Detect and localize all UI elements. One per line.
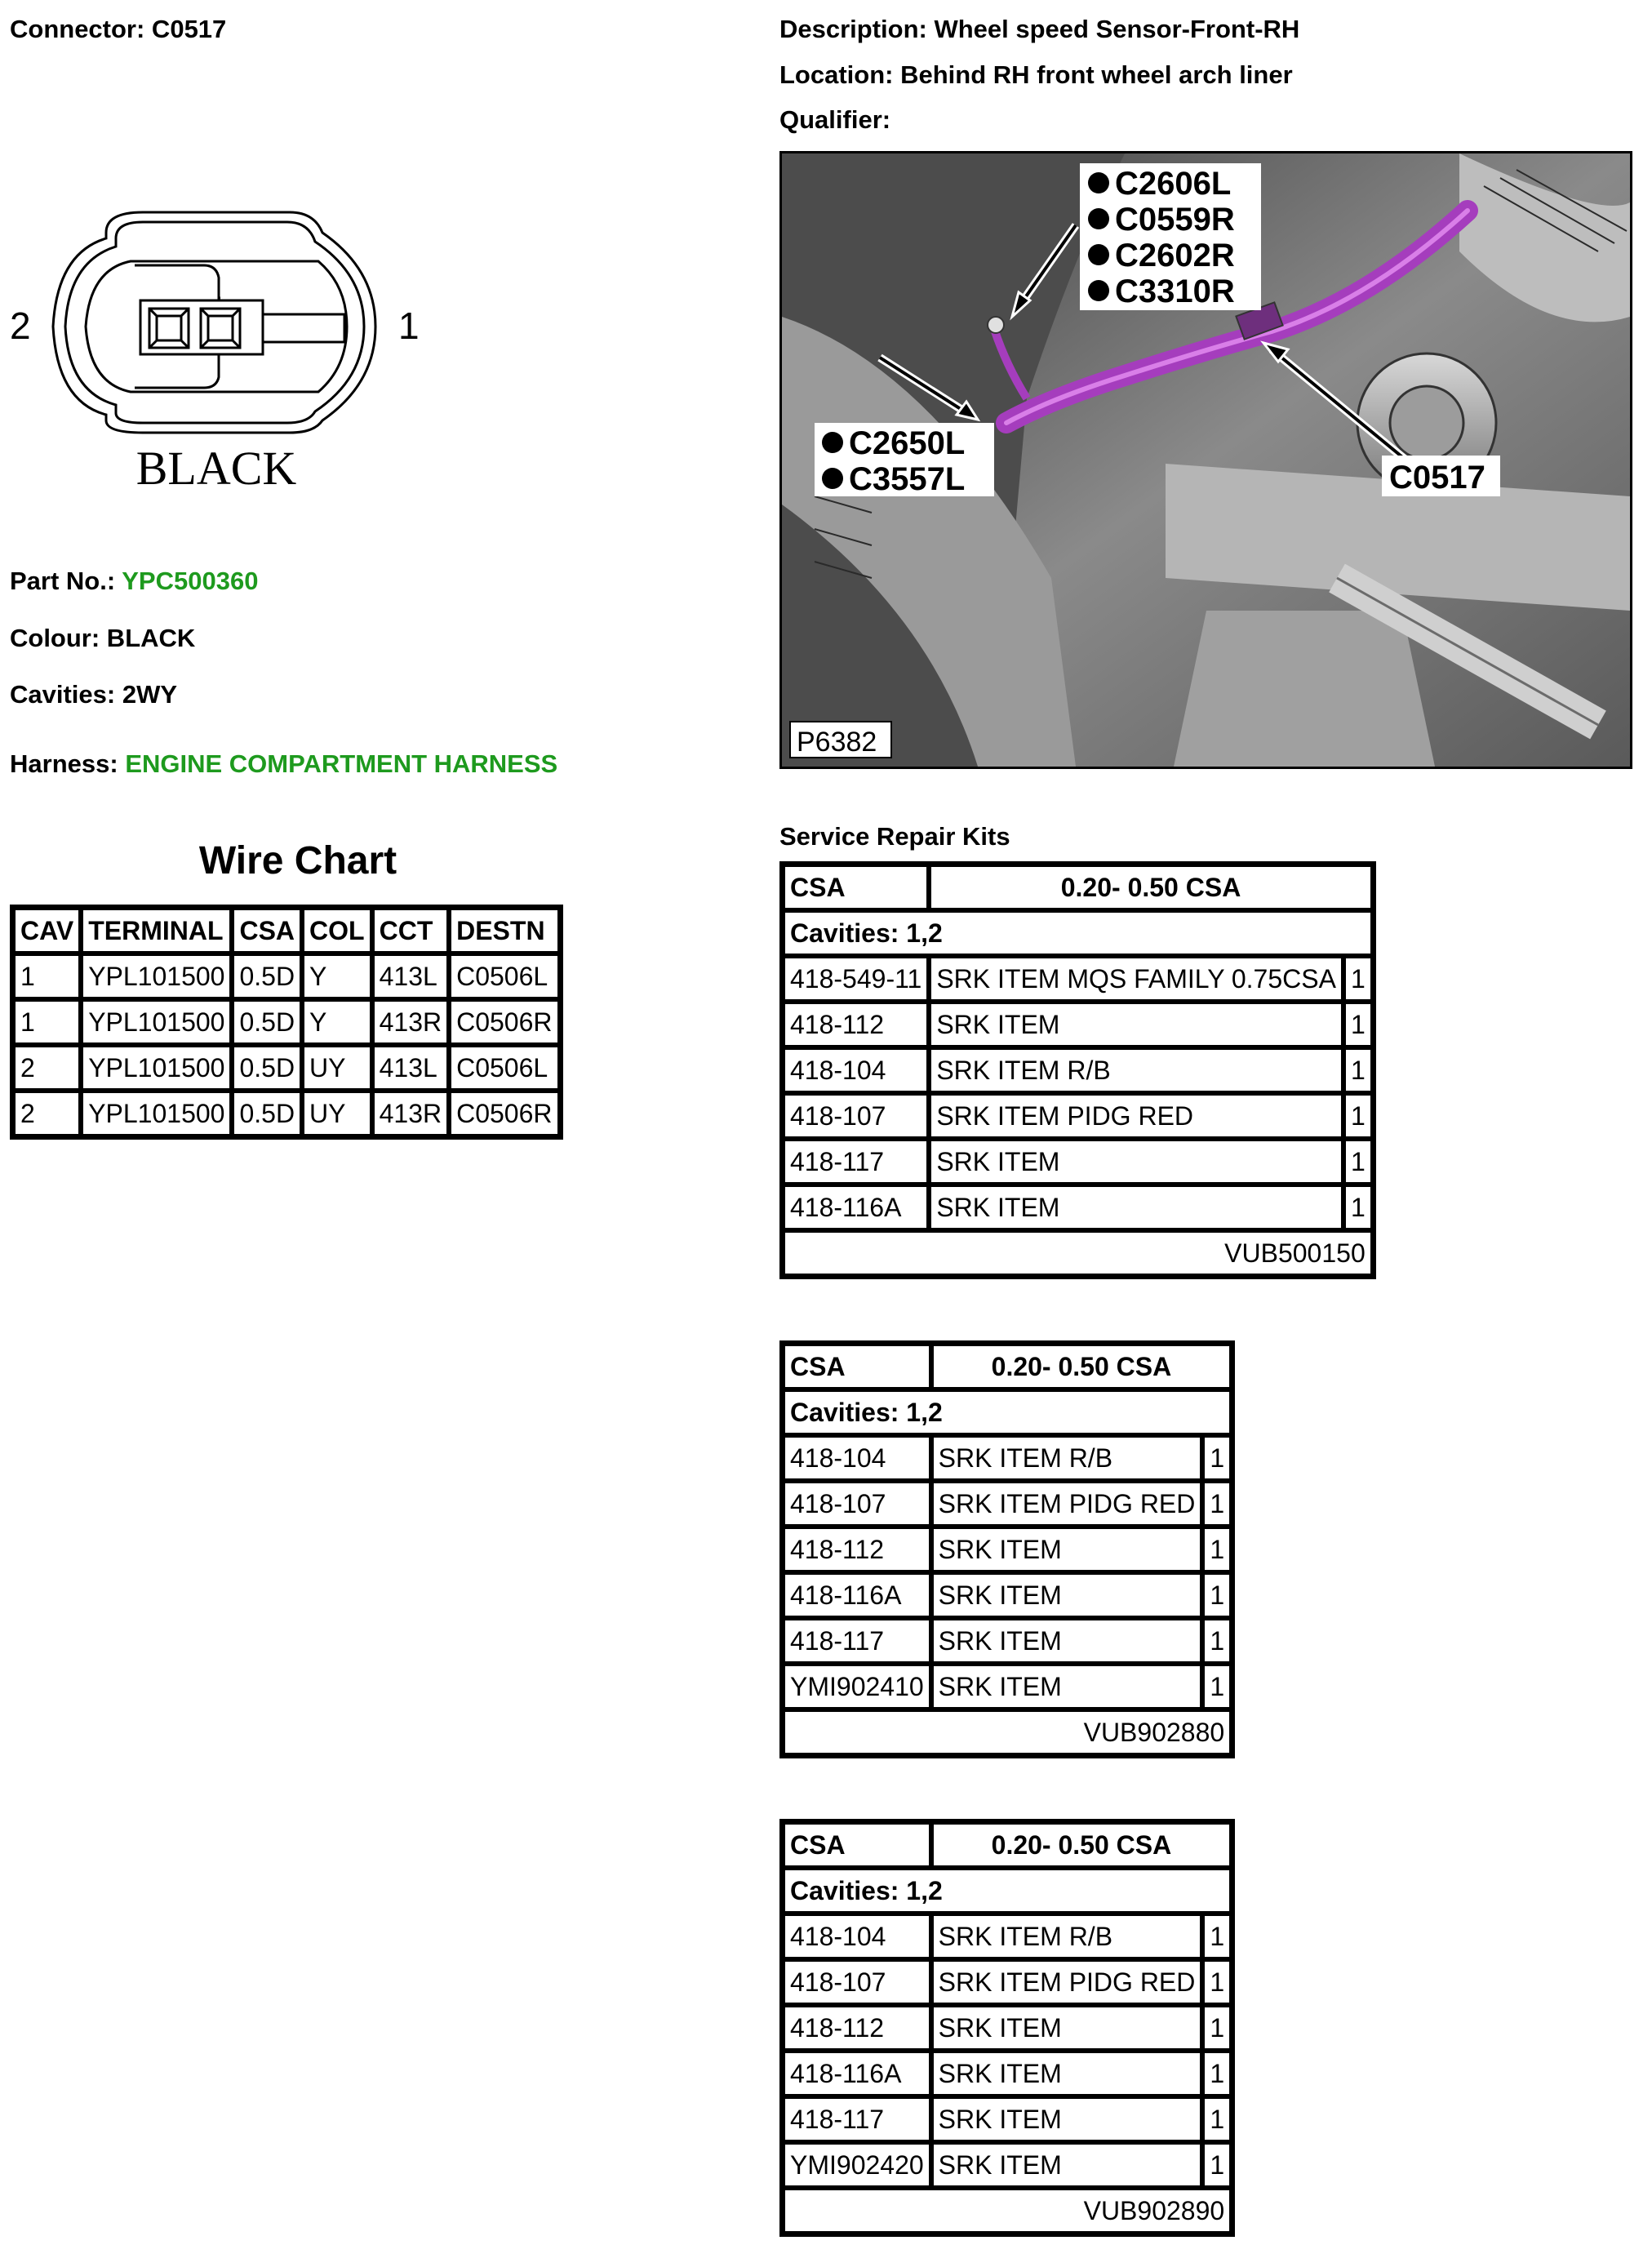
kit-qty: 1	[1202, 1664, 1232, 1709]
cell-col: Y	[302, 954, 372, 999]
part-number-label: Part No.:	[10, 567, 116, 595]
kit-number: VUB902880	[783, 1709, 1232, 1755]
table-row	[13, 1045, 560, 1091]
kit-part: 418-104	[783, 1435, 931, 1481]
wire-chart-table	[10, 905, 563, 1140]
table-row	[783, 1139, 1373, 1185]
cell-csa: 0.5D	[232, 1045, 302, 1091]
cell-csa: 0.5D	[232, 999, 302, 1045]
kit-desc: SRK ITEM	[931, 1527, 1203, 1572]
kit-qty: 1	[1343, 956, 1373, 1002]
callout-c0517: C0517	[1389, 460, 1485, 496]
kit-qty: 1	[1202, 1959, 1232, 2005]
cell-cav: 1	[13, 999, 81, 1045]
kit-part: 418-112	[783, 2005, 931, 2051]
cell-terminal: YPL101500	[81, 1091, 232, 1136]
kit-desc: SRK ITEM R/B	[931, 1435, 1203, 1481]
kit-csa-value: 0.20- 0.50 CSA	[931, 1344, 1232, 1389]
cell-csa: 0.5D	[232, 954, 302, 999]
kit-part: 418-549-11	[783, 956, 929, 1002]
kit-qty: 1	[1343, 1139, 1373, 1185]
kit-qty: 1	[1343, 1002, 1373, 1047]
kit-csa-label: CSA	[783, 1344, 931, 1389]
service-repair-kit-1	[779, 861, 1376, 1279]
kit-desc: SRK ITEM PIDG RED	[929, 1093, 1343, 1139]
harness-link[interactable]: ENGINE COMPARTMENT HARNESS	[125, 749, 558, 778]
kit-qty: 1	[1343, 1185, 1373, 1230]
kit-qty: 1	[1202, 1914, 1232, 1959]
kit-csa-value: 0.20- 0.50 CSA	[929, 865, 1372, 910]
cell-destn: C0506R	[449, 999, 559, 1045]
kit-part: 418-112	[783, 1002, 929, 1047]
kit-qty: 1	[1202, 2005, 1232, 2051]
table-row	[783, 956, 1373, 1002]
service-repair-kit-3	[779, 1819, 1235, 2237]
wire-chart-header-row	[13, 908, 560, 954]
header-destn: DESTN	[449, 908, 559, 954]
cell-cav: 2	[13, 1091, 81, 1136]
harness	[10, 749, 557, 780]
description: Description: Wheel speed Sensor-Front-RH	[779, 15, 1300, 43]
cell-terminal: YPL101500	[81, 1045, 232, 1091]
kit-cavities: Cavities: 1,2	[783, 1389, 1232, 1435]
table-row	[783, 1435, 1232, 1481]
kit-part: 418-117	[783, 1618, 931, 1664]
table-row	[13, 954, 560, 999]
cell-cct: 413L	[372, 1045, 450, 1091]
kit-part: 418-107	[783, 1481, 931, 1527]
header-terminal: TERMINAL	[81, 908, 232, 954]
kit-qty: 1	[1202, 2142, 1232, 2188]
kit-desc: SRK ITEM MQS FAMILY 0.75CSA	[929, 956, 1343, 1002]
part-number	[10, 566, 258, 597]
kit-desc: SRK ITEM R/B	[929, 1047, 1343, 1093]
kit-desc: SRK ITEM PIDG RED	[931, 1481, 1203, 1527]
kit-qty: 1	[1202, 2051, 1232, 2096]
pin-label-1: 1	[398, 305, 420, 347]
connector-title: Connector: C0517	[10, 15, 227, 43]
cell-col: Y	[302, 999, 372, 1045]
table-row	[783, 1572, 1232, 1618]
location-photo	[779, 151, 1632, 769]
kit-desc: SRK ITEM	[929, 1139, 1343, 1185]
kit-qty: 1	[1202, 1481, 1232, 1527]
table-row	[783, 2142, 1232, 2188]
kit-qty: 1	[1343, 1047, 1373, 1093]
kit-part: 418-117	[783, 1139, 929, 1185]
table-row	[783, 1527, 1232, 1572]
connector-colour-label: BLACK	[135, 442, 297, 495]
wire-chart-title: Wire Chart	[198, 839, 397, 882]
cell-destn: C0506L	[449, 954, 559, 999]
kit-cavities: Cavities: 1,2	[783, 910, 1373, 956]
table-row	[13, 1091, 560, 1136]
kit-csa-value: 0.20- 0.50 CSA	[931, 1822, 1232, 1868]
kit-part: 418-112	[783, 1527, 931, 1572]
kit-desc: SRK ITEM	[931, 1618, 1203, 1664]
kit-number: VUB500150	[783, 1230, 1373, 1276]
table-row	[783, 1664, 1232, 1709]
kit-qty: 1	[1343, 1093, 1373, 1139]
cell-col: UY	[302, 1091, 372, 1136]
table-row	[783, 1047, 1373, 1093]
kit-part: 418-104	[783, 1047, 929, 1093]
kit-part: 418-107	[783, 1093, 929, 1139]
harness-label: Harness:	[10, 749, 118, 778]
header-csa: CSA	[232, 908, 302, 954]
kit-qty: 1	[1202, 1527, 1232, 1572]
location: Location: Behind RH front wheel arch liner	[779, 60, 1293, 89]
cavities: Cavities: 2WY	[10, 680, 178, 709]
qualifier: Qualifier:	[779, 105, 891, 134]
callout-c3310r: C3310R	[1115, 273, 1235, 309]
kit-desc: SRK ITEM	[931, 2142, 1203, 2188]
kit-desc: SRK ITEM	[931, 1664, 1203, 1709]
cell-col: UY	[302, 1045, 372, 1091]
cell-cct: 413R	[372, 1091, 450, 1136]
kit-qty: 1	[1202, 1618, 1232, 1664]
kit-desc: SRK ITEM PIDG RED	[931, 1959, 1203, 2005]
callout-c3557l: C3557L	[849, 461, 966, 497]
cell-cct: 413R	[372, 999, 450, 1045]
kit-part: 418-116A	[783, 1185, 929, 1230]
kit-part: 418-116A	[783, 2051, 931, 2096]
kit-csa-label: CSA	[783, 865, 929, 910]
callout-c2602r: C2602R	[1115, 238, 1235, 273]
kit-part: 418-116A	[783, 1572, 931, 1618]
photo-ref: P6382	[797, 727, 877, 758]
table-row	[783, 2096, 1232, 2142]
connector-face-diagram	[0, 188, 441, 506]
service-repair-kit-2	[779, 1340, 1235, 1758]
cell-cct: 413L	[372, 954, 450, 999]
kit-part: 418-117	[783, 2096, 931, 2142]
table-row	[783, 2051, 1232, 2096]
kit-part: 418-107	[783, 1959, 931, 2005]
kit-desc: SRK ITEM	[929, 1002, 1343, 1047]
colour: Colour: BLACK	[10, 624, 196, 652]
table-row	[783, 1914, 1232, 1959]
kit-part: 418-104	[783, 1914, 931, 1959]
table-row	[783, 1481, 1232, 1527]
table-row	[783, 1618, 1232, 1664]
cell-csa: 0.5D	[232, 1091, 302, 1136]
kit-desc: SRK ITEM	[931, 2096, 1203, 2142]
kit-number: VUB902890	[783, 2188, 1232, 2234]
kit-desc: SRK ITEM	[931, 1572, 1203, 1618]
table-row	[783, 2005, 1232, 2051]
callout-c2650l: C2650L	[849, 425, 966, 461]
cell-destn: C0506R	[449, 1091, 559, 1136]
callout-c0559r: C0559R	[1115, 202, 1235, 238]
kit-desc: SRK ITEM	[931, 2005, 1203, 2051]
service-repair-kits-title: Service Repair Kits	[779, 822, 1010, 851]
kit-csa-label: CSA	[783, 1822, 931, 1868]
cell-terminal: YPL101500	[81, 999, 232, 1045]
kit-qty: 1	[1202, 1572, 1232, 1618]
callout-c2606l: C2606L	[1115, 166, 1232, 202]
kit-qty: 1	[1202, 1435, 1232, 1481]
kit-part: YMI902410	[783, 1664, 931, 1709]
cell-cav: 1	[13, 954, 81, 999]
header-cct: CCT	[372, 908, 450, 954]
table-row	[783, 1002, 1373, 1047]
table-row	[783, 1959, 1232, 2005]
kit-desc: SRK ITEM	[931, 2051, 1203, 2096]
cell-terminal: YPL101500	[81, 954, 232, 999]
kit-cavities: Cavities: 1,2	[783, 1868, 1232, 1914]
header-cav: CAV	[13, 908, 81, 954]
table-row	[13, 999, 560, 1045]
table-row	[783, 1185, 1373, 1230]
cell-cav: 2	[13, 1045, 81, 1091]
pin-label-2: 2	[10, 305, 31, 347]
kit-part: YMI902420	[783, 2142, 931, 2188]
kit-desc: SRK ITEM R/B	[931, 1914, 1203, 1959]
kit-desc: SRK ITEM	[929, 1185, 1343, 1230]
table-row	[783, 1093, 1373, 1139]
part-number-link[interactable]: YPC500360	[122, 567, 259, 595]
cell-destn: C0506L	[449, 1045, 559, 1091]
header-col: COL	[302, 908, 372, 954]
kit-qty: 1	[1202, 2096, 1232, 2142]
